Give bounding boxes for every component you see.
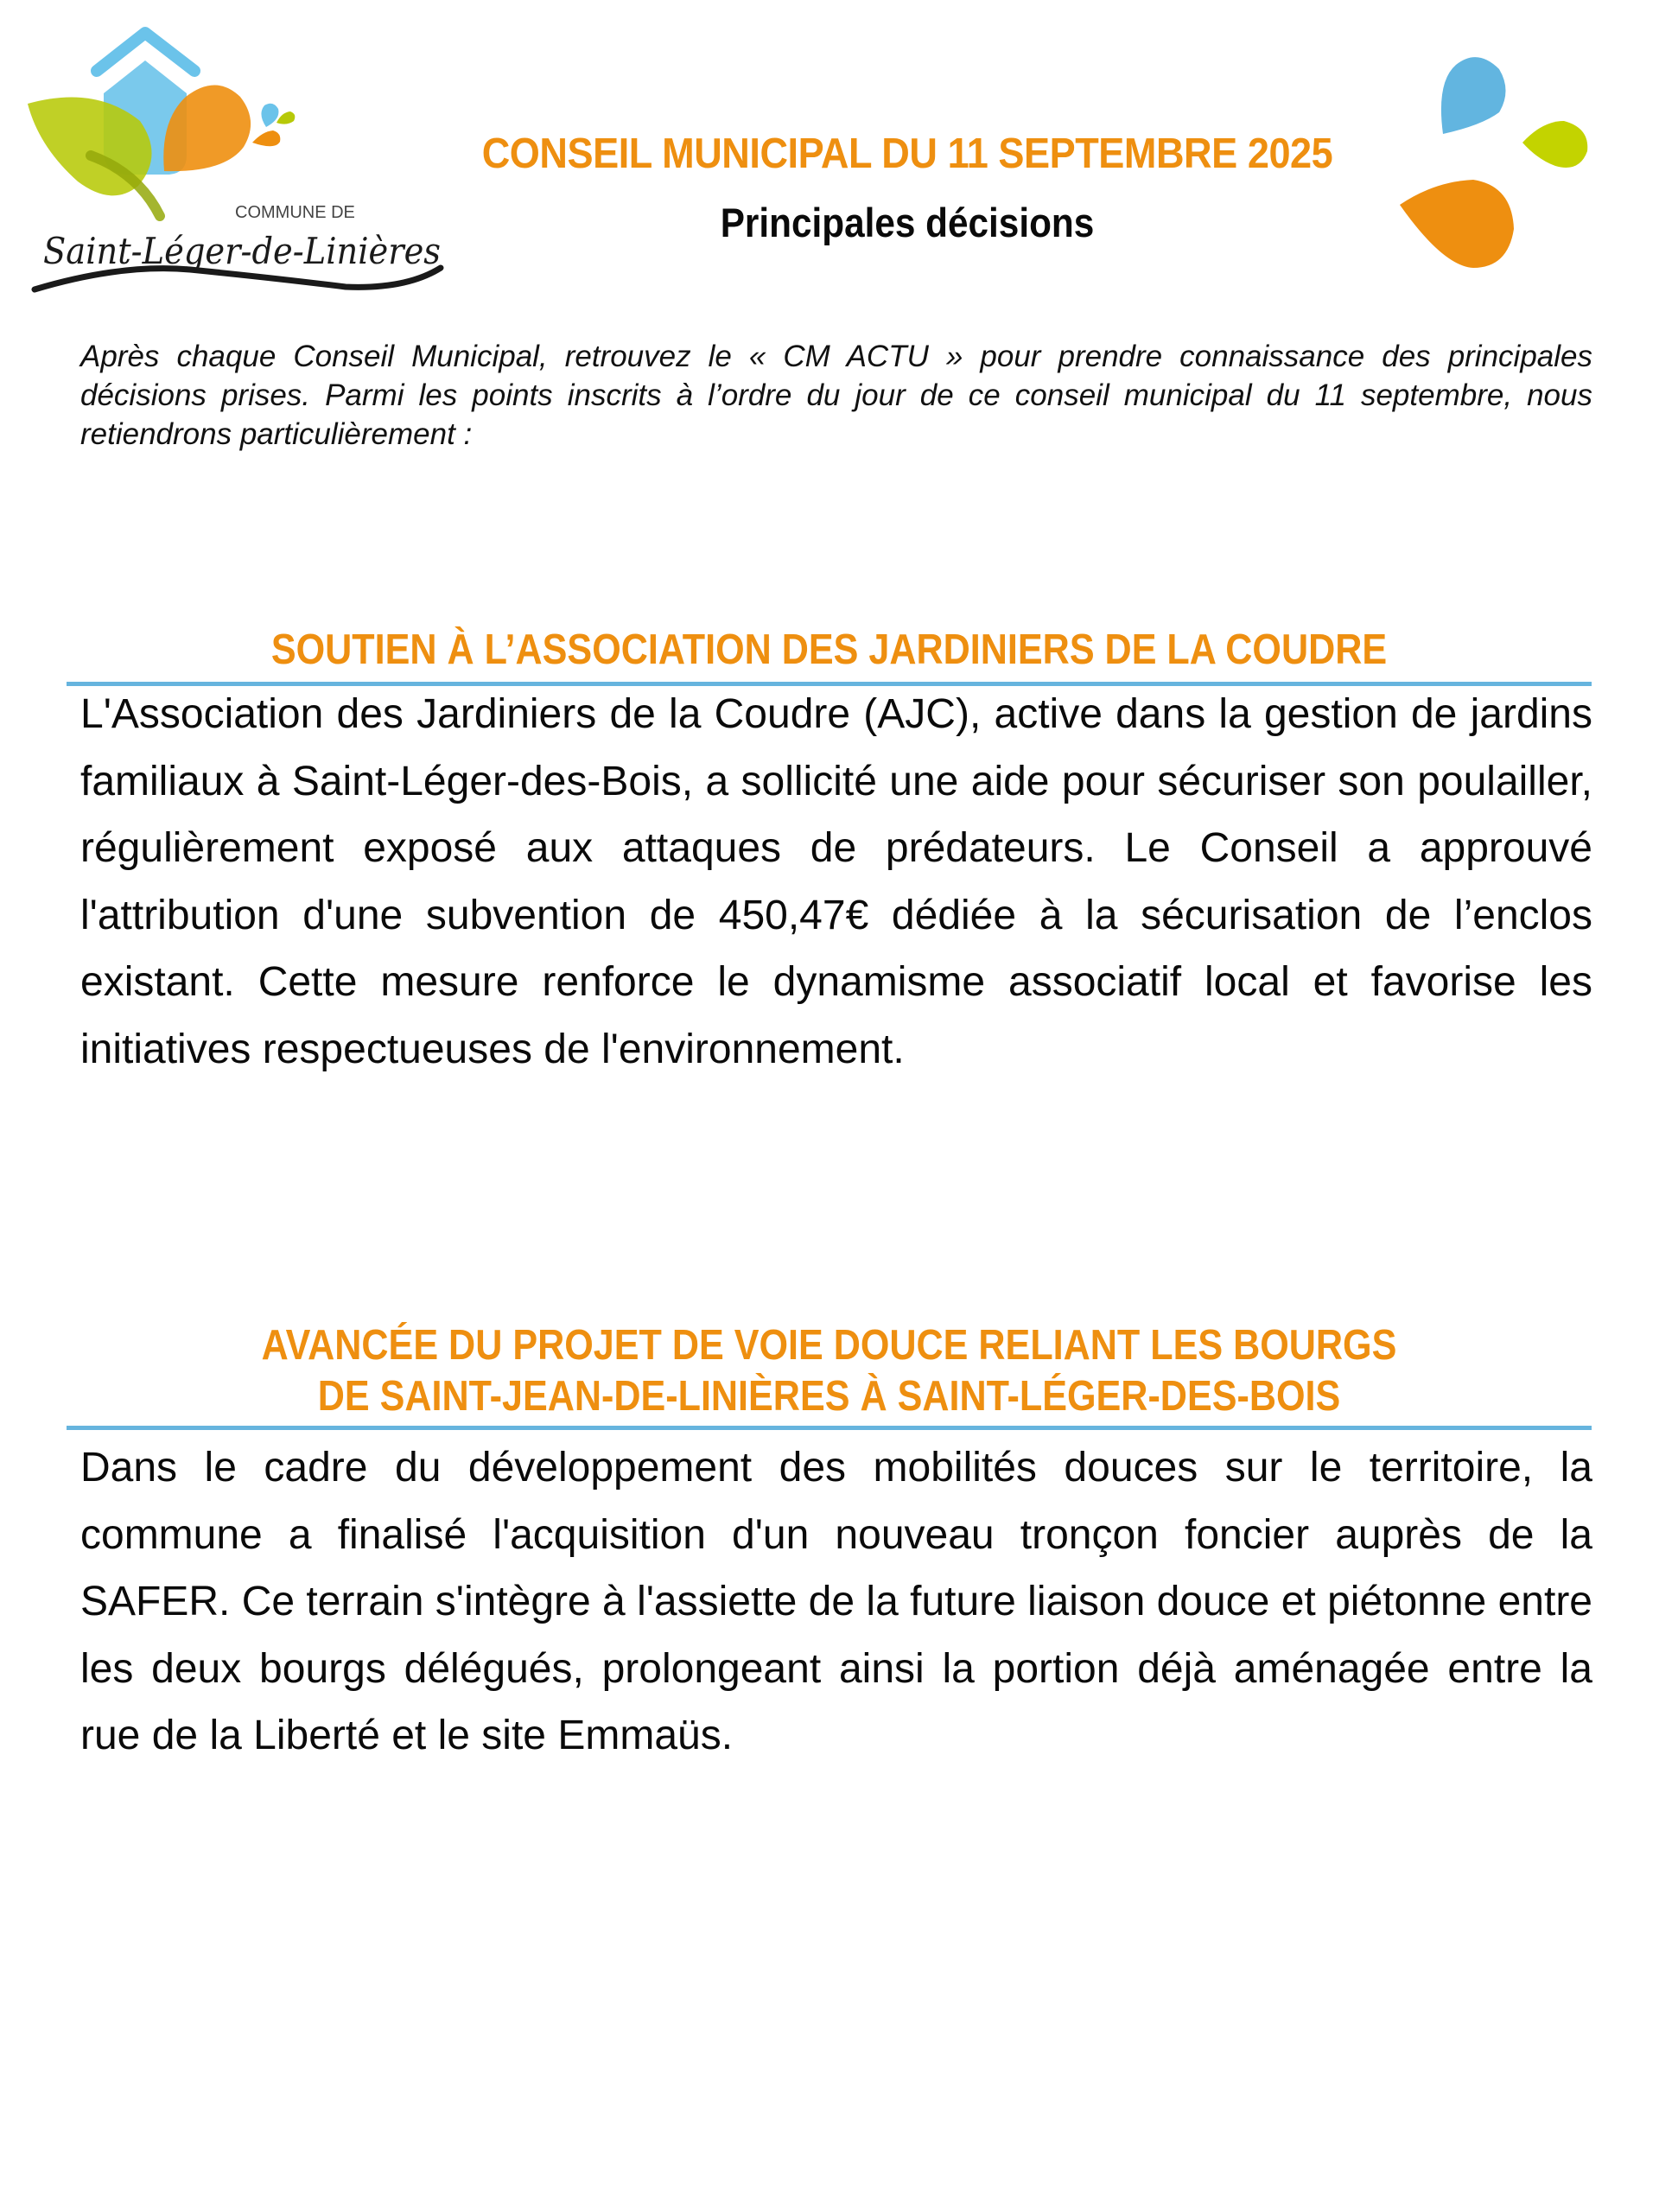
page-subtitle: Principales décisions <box>720 200 1095 245</box>
section-body-ajc: L'Association des Jardiniers de la Coudre (AJC), active dans la gestion de jardins familiaux à Saint-Léger-des-Bois, a sollicité une aide pour sécuriser son poulailler, régulièrement exposé aux attaques de prédateurs. Le Conseil a approuvé l'attribution d'une subvention de 450,47€ dédiée à la sécurisation de l’enclos existant. Cette mesure renforce le dynamisme associatif local et favorise les initiatives respectueuses de l'environnement. <box>80 691 1592 1072</box>
intro-paragraph: Après chaque Conseil Municipal, retrouvez le « CM ACTU » pour prendre connaissance des principales décisions prises. Parmi les points inscrits à l’ordre du jour de ce conseil municipal du 11 septembre, nous retiendrons particulièrement : <box>80 340 1592 451</box>
decorative-drops <box>1382 35 1633 285</box>
section-heading-voie-douce-line1: AVANCÉE DU PROJET DE VOIE DOUCE RELIANT LES BOURGS <box>261 1322 1397 1369</box>
logo-small-green-drop-icon <box>276 111 295 124</box>
section-divider <box>67 1426 1592 1430</box>
section-heading-ajc: SOUTIEN À L’ASSOCIATION DES JARDINIERS DE LA COUDRE <box>270 626 1388 673</box>
logo-commune-label: COMMUNE DE <box>235 203 355 222</box>
section-heading-voie-douce-line2: DE SAINT-JEAN-DE-LINIÈRES À SAINT-LÉGER-DES-BOIS <box>317 1373 1341 1420</box>
logo-commune-name: Saint-Léger-de-Linières <box>43 230 441 272</box>
page-title: CONSEIL MUNICIPAL DU 11 SEPTEMBRE 2025 <box>481 130 1333 177</box>
green-drop-icon <box>1522 121 1587 168</box>
commune-logo <box>17 26 467 302</box>
blue-drop-icon <box>1441 57 1506 134</box>
logo-small-orange-drop-icon <box>252 130 280 146</box>
orange-drop-icon <box>1400 180 1514 268</box>
section-body-voie-douce: Dans le cadre du développement des mobilités douces sur le territoire, la commune a finalisé l'acquisition d'un nouveau tronçon foncier auprès de la SAFER. Ce terrain s'intègre à l'assiette de la future liaison douce et piétonne entre les deux bourgs délégués, prolongeant ainsi la portion déjà aménagée entre la rue de la Liberté et le site Emmaüs. <box>80 1445 1592 1758</box>
logo-small-blue-drop-icon <box>261 104 278 127</box>
